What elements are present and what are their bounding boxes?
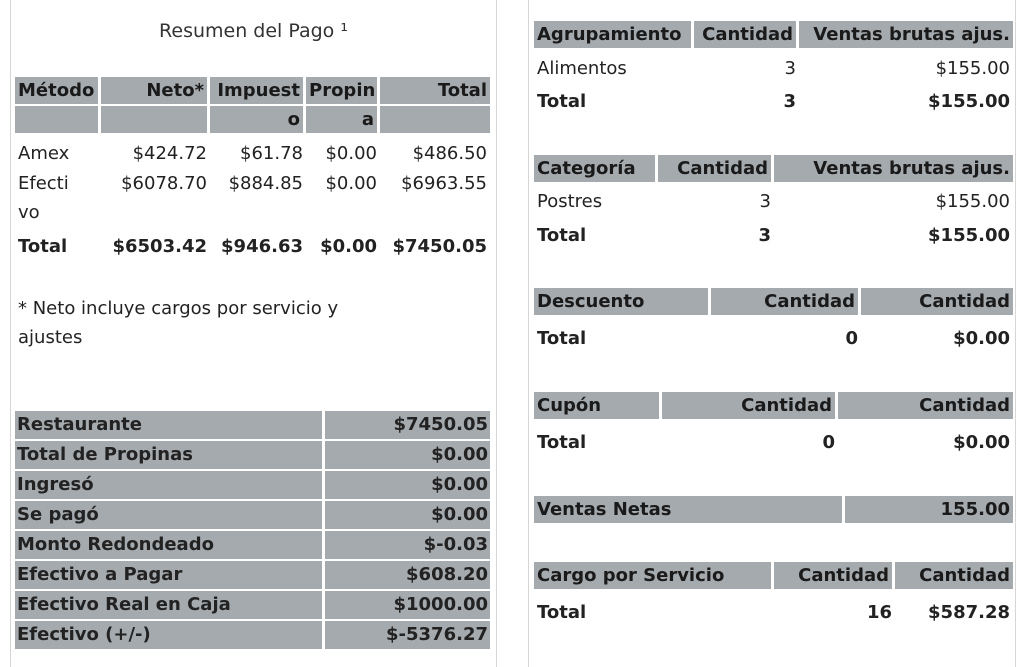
- cell-tip: $0.00: [325, 173, 377, 194]
- category-header: [534, 155, 1013, 182]
- table-row: [15, 140, 490, 168]
- header-discount: Descuento: [534, 288, 711, 315]
- header-net-2: [101, 106, 210, 133]
- summary-value: $-0.03: [423, 534, 488, 555]
- table-total-row: [534, 429, 1013, 457]
- header-amount: Cantidad: [861, 288, 1013, 315]
- grouping-header: [534, 21, 1013, 48]
- summary-value: $1000.00: [393, 594, 488, 615]
- header-quantity: Cantidad: [662, 392, 838, 419]
- cell-amount: $155.00: [935, 58, 1010, 79]
- total-net: $6503.42: [112, 236, 207, 257]
- header-gross-sales: Ventas brutas ajus.: [774, 155, 1013, 182]
- header-amount: Cantidad: [895, 562, 1013, 589]
- header-tax-2: o: [210, 106, 306, 133]
- summary-row-rounded: [15, 531, 490, 559]
- cell-total: $486.50: [412, 143, 487, 164]
- net-sales-value: 155.00: [845, 496, 1013, 523]
- table-total-row: [534, 88, 1013, 116]
- table-total-row: [15, 233, 490, 261]
- summary-value: $0.00: [431, 444, 488, 465]
- header-tax: Impuest: [210, 77, 306, 104]
- total-amount: $155.00: [928, 91, 1010, 112]
- header-quantity: Cantidad: [774, 562, 895, 589]
- header-category: Categoría: [534, 155, 658, 182]
- header-method-2: [15, 106, 101, 133]
- cell-net: $6078.70: [121, 173, 207, 194]
- summary-label: Total de Propinas: [15, 441, 325, 469]
- total-qty: 0: [845, 328, 858, 349]
- total-total: $7450.05: [392, 236, 487, 257]
- summary-row-income: [15, 471, 490, 499]
- header-tip-2: a: [306, 106, 380, 133]
- summary-row-cash-diff: [15, 621, 490, 649]
- summary-row-cash-to-pay: [15, 561, 490, 589]
- total-label: Total: [537, 91, 587, 112]
- cell-net: $424.72: [132, 143, 207, 164]
- table-total-row: [534, 325, 1013, 353]
- header-method: Método: [15, 77, 101, 104]
- summary-label: Efectivo (+/-): [15, 621, 325, 649]
- total-label: Total: [537, 602, 587, 623]
- cell-qty: 3: [784, 58, 796, 79]
- summary-value: $7450.05: [393, 414, 488, 435]
- cell-qty: 3: [759, 191, 771, 212]
- payment-summary-panel: [10, 0, 497, 667]
- summary-label: Efectivo Real en Caja: [15, 591, 325, 619]
- total-amount: $155.00: [928, 225, 1010, 246]
- cell-tax: $61.78: [240, 143, 303, 164]
- summary-value: $-5376.27: [386, 624, 488, 645]
- total-label: Total: [537, 432, 587, 453]
- summary-label: Ingresó: [15, 471, 325, 499]
- table-row: [15, 170, 490, 198]
- cell-name: Postres: [537, 191, 603, 212]
- header-service-charge: Cargo por Servicio: [534, 562, 774, 589]
- coupon-header: [534, 392, 1013, 419]
- cell-method-line2: vo: [18, 202, 40, 223]
- cell-tax: $884.85: [228, 173, 303, 194]
- summary-row-paid: [15, 501, 490, 529]
- header-amount: Cantidad: [838, 392, 1013, 419]
- header-quantity: Cantidad: [711, 288, 861, 315]
- total-label: Total: [537, 225, 587, 246]
- cell-tip: $0.00: [325, 143, 377, 164]
- footnote-line-2: ajustes: [18, 327, 83, 348]
- header-tip: Propin: [306, 77, 380, 104]
- table-row: [534, 55, 1013, 83]
- summary-value: $608.20: [406, 564, 488, 585]
- payment-summary-title: Resumen del Pago ¹: [159, 20, 348, 42]
- cell-method: Amex: [18, 143, 70, 164]
- summary-value: $0.00: [431, 504, 488, 525]
- cell-total: $6963.55: [401, 173, 487, 194]
- discount-header: [534, 288, 1013, 315]
- summary-row-tips: [15, 441, 490, 469]
- summary-label: Se pagó: [15, 501, 325, 529]
- total-label: Total: [18, 236, 68, 257]
- cell-name: Alimentos: [537, 58, 627, 79]
- header-grouping: Agrupamiento: [534, 21, 694, 48]
- header-quantity: Cantidad: [658, 155, 774, 182]
- table-row: [534, 188, 1013, 216]
- sales-breakdown-panel: [528, 0, 1016, 667]
- header-coupon: Cupón: [534, 392, 662, 419]
- net-sales-row: [534, 496, 1013, 523]
- total-amount: $0.00: [953, 328, 1010, 349]
- total-qty: 3: [758, 225, 771, 246]
- header-total-2: [380, 106, 490, 133]
- total-tax: $946.63: [221, 236, 303, 257]
- table-total-row: [534, 599, 1013, 627]
- summary-label: Efectivo a Pagar: [15, 561, 325, 589]
- header-gross-sales: Ventas brutas ajus.: [799, 21, 1013, 48]
- header-quantity: Cantidad: [694, 21, 799, 48]
- total-qty: 3: [783, 91, 796, 112]
- summary-row-restaurant: [15, 411, 490, 439]
- total-label: Total: [537, 328, 587, 349]
- total-amount: $587.28: [928, 602, 1010, 623]
- total-qty: 0: [822, 432, 835, 453]
- net-sales-label: Ventas Netas: [534, 496, 845, 523]
- summary-label: Monto Redondeado: [15, 531, 325, 559]
- table-total-row: [534, 222, 1013, 250]
- total-amount: $0.00: [953, 432, 1010, 453]
- cell-amount: $155.00: [935, 191, 1010, 212]
- footnote-line-1: * Neto incluye cargos por servicio y: [18, 298, 339, 319]
- cell-method: Efecti: [18, 173, 69, 194]
- payment-table-header-2: [15, 106, 490, 133]
- summary-row-cash-in-drawer: [15, 591, 490, 619]
- payment-table-header: [15, 77, 490, 104]
- service-charge-header: [534, 562, 1013, 589]
- header-total: Total: [380, 77, 490, 104]
- total-qty: 16: [866, 602, 892, 623]
- summary-label: Restaurante: [15, 411, 325, 439]
- header-net: Neto*: [101, 77, 210, 104]
- summary-value: $0.00: [431, 474, 488, 495]
- total-tip: $0.00: [320, 236, 377, 257]
